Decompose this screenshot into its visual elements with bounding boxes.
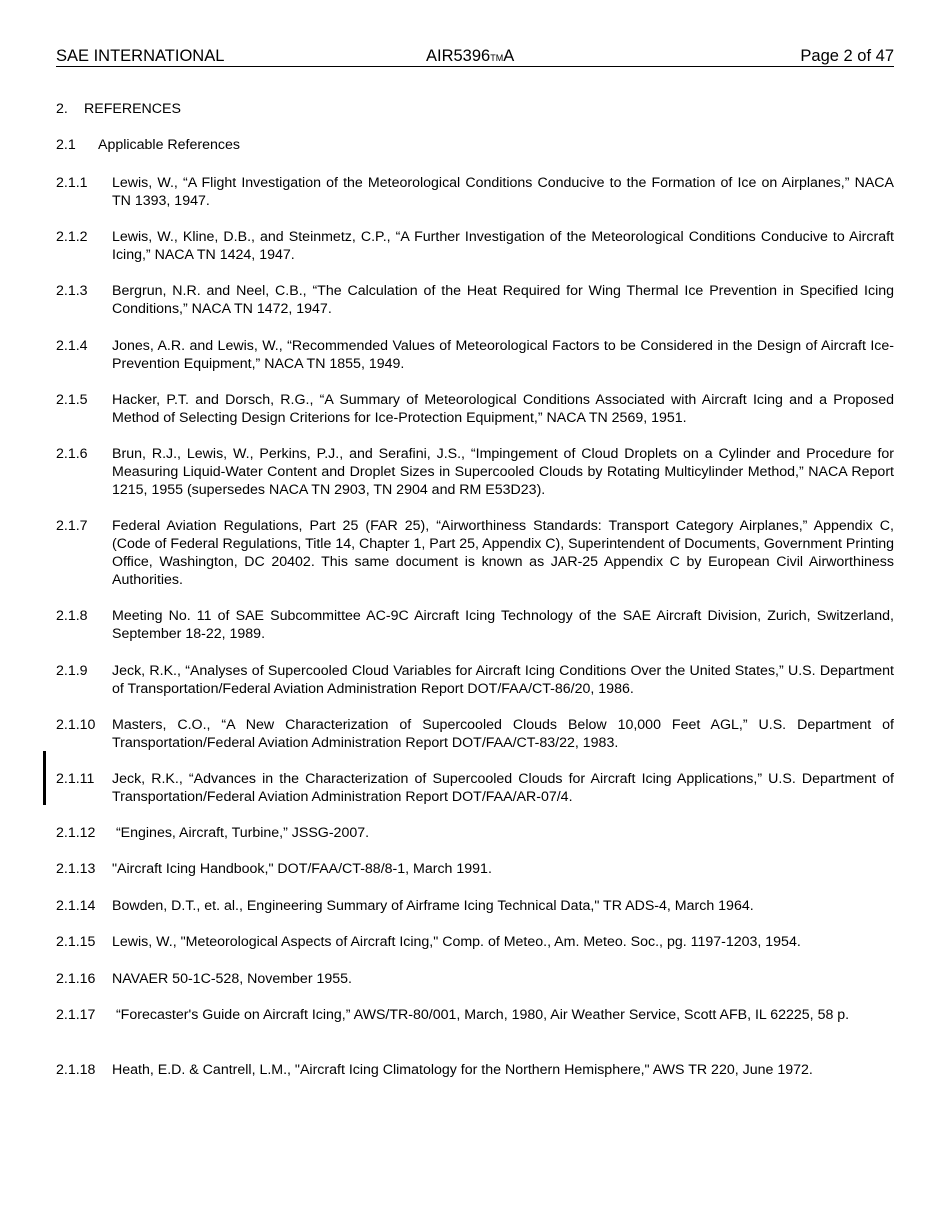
reference-text: NAVAER 50-1C-528, November 1955. <box>112 971 352 987</box>
reference-text: “Engines, Aircraft, Turbine,” JSSG-2007. <box>112 825 370 841</box>
reference-number: 2.1.14 <box>56 898 96 914</box>
subsection-title: Applicable References <box>98 137 240 153</box>
reference-text: Heath, E.D. & Cantrell, L.M., "Aircraft Icing Climatology for the Northern Hemisphere," AWS TR 220, June 1972. <box>112 1062 813 1078</box>
reference-item <box>56 770 894 806</box>
reference-number: 2.1.17 <box>56 1007 96 1023</box>
section-heading <box>56 100 181 118</box>
reference-number: 2.1.2 <box>56 229 88 245</box>
page-header <box>56 46 894 67</box>
reference-text: Jones, A.R. and Lewis, W., “Recommended Values of Meteorological Factors to be Considered in the Design of Aircraft Ice-Prevention Equipment,” NACA TN 1855, 1949. <box>112 338 894 372</box>
reference-number: 2.1.3 <box>56 283 88 299</box>
document-revision: A <box>503 47 515 65</box>
reference-text: Bowden, D.T., et. al., Engineering Summary of Airframe Icing Technical Data," TR ADS-4, March 1964. <box>112 898 754 914</box>
reference-text: Jeck, R.K., “Analyses of Supercooled Cloud Variables for Aircraft Icing Conditions Over the United States,” U.S. Department of Transportation/Federal Aviation Administration Report DOT/FAA/CT-86/20, 1986. <box>112 663 894 697</box>
reference-text: Lewis, W., “A Flight Investigation of the Meteorological Conditions Conducive to the Formation of Ice on Airplanes,” NACA TN 1393, 1947. <box>112 175 894 209</box>
reference-item <box>56 445 894 499</box>
reference-item <box>56 607 894 643</box>
page-number: Page 2 of 47 <box>800 47 894 65</box>
reference-item <box>56 933 894 951</box>
reference-number: 2.1.18 <box>56 1062 96 1078</box>
reference-text: Meeting No. 11 of SAE Subcommittee AC-9C Aircraft Icing Technology of the SAE Aircraft Division, Zurich, Switzerland, September 18-22, 1989. <box>112 608 894 642</box>
subsection-heading <box>56 136 240 154</box>
revision-change-bar <box>43 751 46 805</box>
reference-number: 2.1.12 <box>56 825 96 841</box>
reference-item <box>56 897 894 915</box>
section-title: REFERENCES <box>84 101 181 117</box>
reference-text: "Aircraft Icing Handbook," DOT/FAA/CT-88/8-1, March 1991. <box>112 861 492 877</box>
reference-item <box>56 860 894 878</box>
reference-item <box>56 1006 894 1024</box>
reference-number: 2.1.4 <box>56 338 88 354</box>
reference-number: 2.1.10 <box>56 717 96 733</box>
reference-number: 2.1.1 <box>56 175 88 191</box>
reference-item <box>56 391 894 427</box>
reference-number: 2.1.15 <box>56 934 96 950</box>
reference-number: 2.1.8 <box>56 608 88 624</box>
reference-item <box>56 824 894 842</box>
reference-text: “Forecaster's Guide on Aircraft Icing,” AWS/TR-80/001, March, 1980, Air Weather Service, Scott AFB, IL 62225, 58 p. <box>112 1007 850 1023</box>
reference-text: Brun, R.J., Lewis, W., Perkins, P.J., and Serafini, J.S., “Impingement of Cloud Droplets on a Cylinder and Procedure for Measuring Liquid-Water Content and Droplet Sizes in Supercooled Clouds by Rotating Multicylinder Method,” NACA Report 1215, 1955 (supersedes NACA TN 2903, TN 2904 and RM E53D23). <box>112 446 894 498</box>
reference-item <box>56 662 894 698</box>
section-number: 2. <box>56 101 68 117</box>
reference-number: 2.1.9 <box>56 663 88 679</box>
reference-item <box>56 282 894 318</box>
reference-number: 2.1.13 <box>56 861 96 877</box>
reference-text: Lewis, W., Kline, D.B., and Steinmetz, C.P., “A Further Investigation of the Meteorological Conditions Conducive to Aircraft Icing,” NACA TN 1424, 1947. <box>112 229 894 263</box>
reference-number: 2.1.11 <box>56 771 95 787</box>
reference-item <box>56 174 894 210</box>
reference-item <box>56 716 894 752</box>
trademark-mark: TM <box>490 53 504 63</box>
reference-item <box>56 1061 894 1079</box>
document-id <box>426 46 514 68</box>
reference-text: Lewis, W., "Meteorological Aspects of Aircraft Icing," Comp. of Meteo., Am. Meteo. Soc., pg. 1197-1203, 1954. <box>112 934 801 950</box>
reference-item <box>56 337 894 373</box>
reference-number: 2.1.16 <box>56 971 96 987</box>
reference-number: 2.1.6 <box>56 446 88 462</box>
reference-number: 2.1.7 <box>56 518 88 534</box>
reference-number: 2.1.5 <box>56 392 88 408</box>
reference-text: Bergrun, N.R. and Neel, C.B., “The Calculation of the Heat Required for Wing Thermal Ice Prevention in Specified Icing Conditions,” NACA TN 1472, 1947. <box>112 283 894 317</box>
publisher-name: SAE INTERNATIONAL <box>56 47 225 65</box>
document-number: AIR5396 <box>426 47 491 65</box>
reference-item <box>56 228 894 264</box>
reference-item <box>56 517 894 589</box>
reference-text: Hacker, P.T. and Dorsch, R.G., “A Summary of Meteorological Conditions Associated with Aircraft Icing and a Proposed Method of Selecting Design Criterions for Ice-Protection Equipment,” NACA TN 2569, 1951. <box>112 392 894 426</box>
reference-text: Federal Aviation Regulations, Part 25 (FAR 25), “Airworthiness Standards: Transport Category Airplanes,” Appendix C, (Code of Federal Regulations, Title 14, Chapter 1, Part 25, Appendix C), Superintendent of Documents, Government Printing Office, Washington, DC 20402. This same document is known as JAR-25 Appendix C by European Civil Airworthiness Authorities. <box>112 518 894 588</box>
subsection-number: 2.1 <box>56 137 76 153</box>
reference-text: Jeck, R.K., “Advances in the Characterization of Supercooled Clouds for Aircraft Icing Applications,” U.S. Department of Transportation/Federal Aviation Administration Report DOT/FAA/AR-07/4. <box>112 771 894 805</box>
reference-item <box>56 970 894 988</box>
reference-text: Masters, C.O., “A New Characterization of Supercooled Clouds Below 10,000 Feet AGL,” U.S. Department of Transportation/Federal Aviation Administration Report DOT/FAA/CT-83/22, 1983. <box>112 717 894 751</box>
